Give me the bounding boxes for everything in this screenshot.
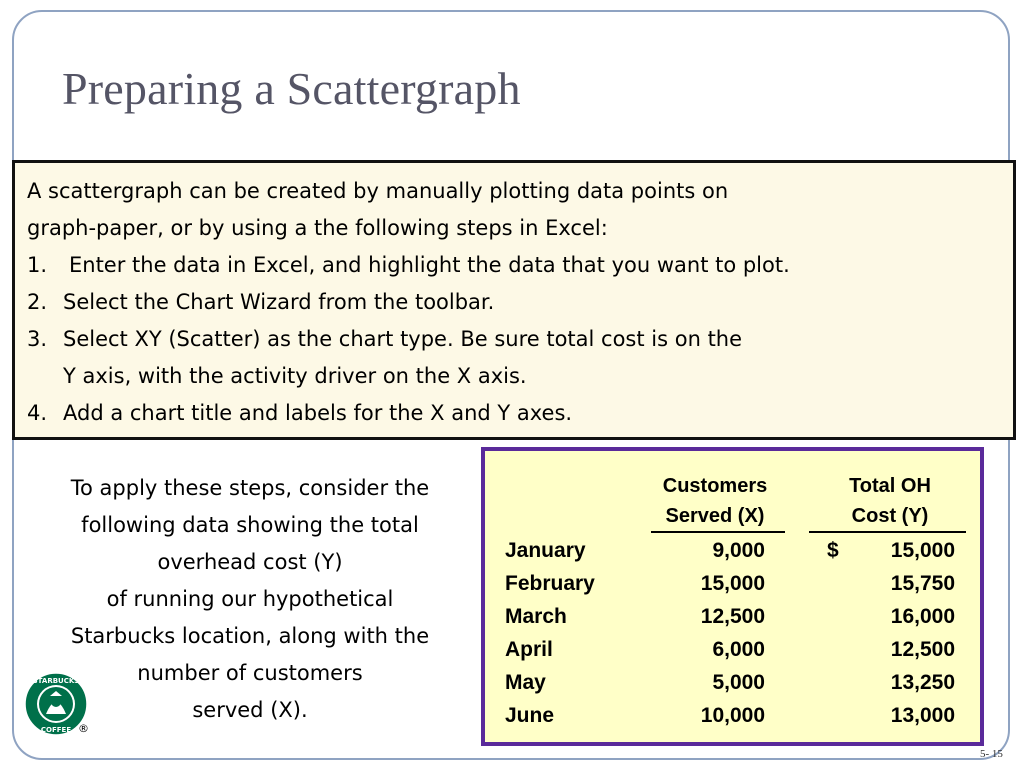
customers-cell: 6,000 bbox=[712, 638, 765, 661]
month-cell: June bbox=[505, 704, 555, 727]
header-text: Cost (Y) bbox=[851, 505, 929, 527]
page-number: 5- 15 bbox=[980, 748, 1003, 760]
registered-mark: ® bbox=[78, 722, 89, 735]
header-underline-y bbox=[809, 531, 966, 533]
excel-steps-box bbox=[12, 160, 1016, 440]
table-row bbox=[505, 534, 975, 567]
intro-line: To apply these steps, consider the bbox=[70, 476, 430, 500]
step-number: 3. bbox=[27, 327, 48, 351]
cost-cell: 16,000 bbox=[890, 605, 955, 628]
cost-cell: 15,000 bbox=[890, 539, 955, 562]
header-underline-x bbox=[651, 531, 785, 533]
step-2 bbox=[27, 284, 1001, 321]
cost-cell: 15,750 bbox=[890, 572, 955, 595]
table-row bbox=[505, 699, 975, 732]
month-cell: February bbox=[505, 572, 595, 595]
customers-cell: 9,000 bbox=[712, 539, 765, 562]
step-number: 2. bbox=[27, 290, 48, 314]
step-4 bbox=[27, 395, 1001, 432]
step-3-continuation: Y axis, with the activity driver on the X axis. bbox=[63, 364, 527, 388]
step-number: 1. bbox=[27, 253, 48, 277]
cost-cell: 12,500 bbox=[890, 638, 955, 661]
month-cell: April bbox=[505, 638, 553, 661]
month-cell: May bbox=[505, 671, 546, 694]
step-1 bbox=[27, 247, 1001, 284]
step-text: Select XY (Scatter) as the chart type. Be sure total cost is on the bbox=[63, 327, 743, 351]
header-customers bbox=[645, 471, 785, 531]
customers-cell: 5,000 bbox=[712, 671, 765, 694]
cost-cell: 13,000 bbox=[890, 704, 955, 727]
month-cell: March bbox=[505, 605, 567, 628]
intro-paragraph bbox=[30, 470, 470, 729]
steps-intro-line-2: graph-paper, or by using a the following steps in Excel: bbox=[27, 216, 608, 240]
step-number: 4. bbox=[27, 401, 48, 425]
intro-line: Starbucks location, along with the bbox=[70, 624, 430, 648]
step-text: Enter the data in Excel, and highlight the data that you want to plot. bbox=[69, 253, 790, 277]
table-row bbox=[505, 633, 975, 666]
customers-cell: 10,000 bbox=[700, 704, 765, 727]
intro-line: following data showing the total bbox=[81, 513, 419, 537]
intro-line: of running our hypothetical bbox=[106, 587, 394, 611]
slide-title: Preparing a Scattergraph bbox=[62, 63, 521, 114]
step-text: Select the Chart Wizard from the toolbar. bbox=[63, 290, 495, 314]
intro-line: served (X). bbox=[192, 698, 308, 722]
intro-line: number of customers bbox=[137, 661, 363, 685]
cost-cell: 13,250 bbox=[890, 671, 955, 694]
customers-cell: 12,500 bbox=[700, 605, 765, 628]
table-row bbox=[505, 600, 975, 633]
customers-cell: 15,000 bbox=[700, 572, 765, 595]
dollar-sign: $ bbox=[827, 539, 839, 562]
data-table bbox=[481, 447, 984, 746]
step-text: Add a chart title and labels for the X and Y axes. bbox=[63, 401, 573, 425]
intro-line: overhead cost (Y) bbox=[157, 550, 343, 574]
logo-brand-top: STARBUCKS bbox=[32, 677, 80, 685]
table-row bbox=[505, 567, 975, 600]
header-text: Served (X) bbox=[665, 505, 765, 527]
header-text: Customers bbox=[662, 475, 768, 497]
header-text: Total OH bbox=[849, 475, 931, 497]
steps-intro-line-1: A scattergraph can be created by manually plotting data points on bbox=[27, 179, 729, 203]
header-total-cost bbox=[815, 471, 965, 531]
month-cell: January bbox=[505, 539, 586, 562]
step-3 bbox=[27, 321, 1001, 358]
table-row bbox=[505, 666, 975, 699]
logo-brand-bottom: COFFEE bbox=[40, 726, 72, 734]
